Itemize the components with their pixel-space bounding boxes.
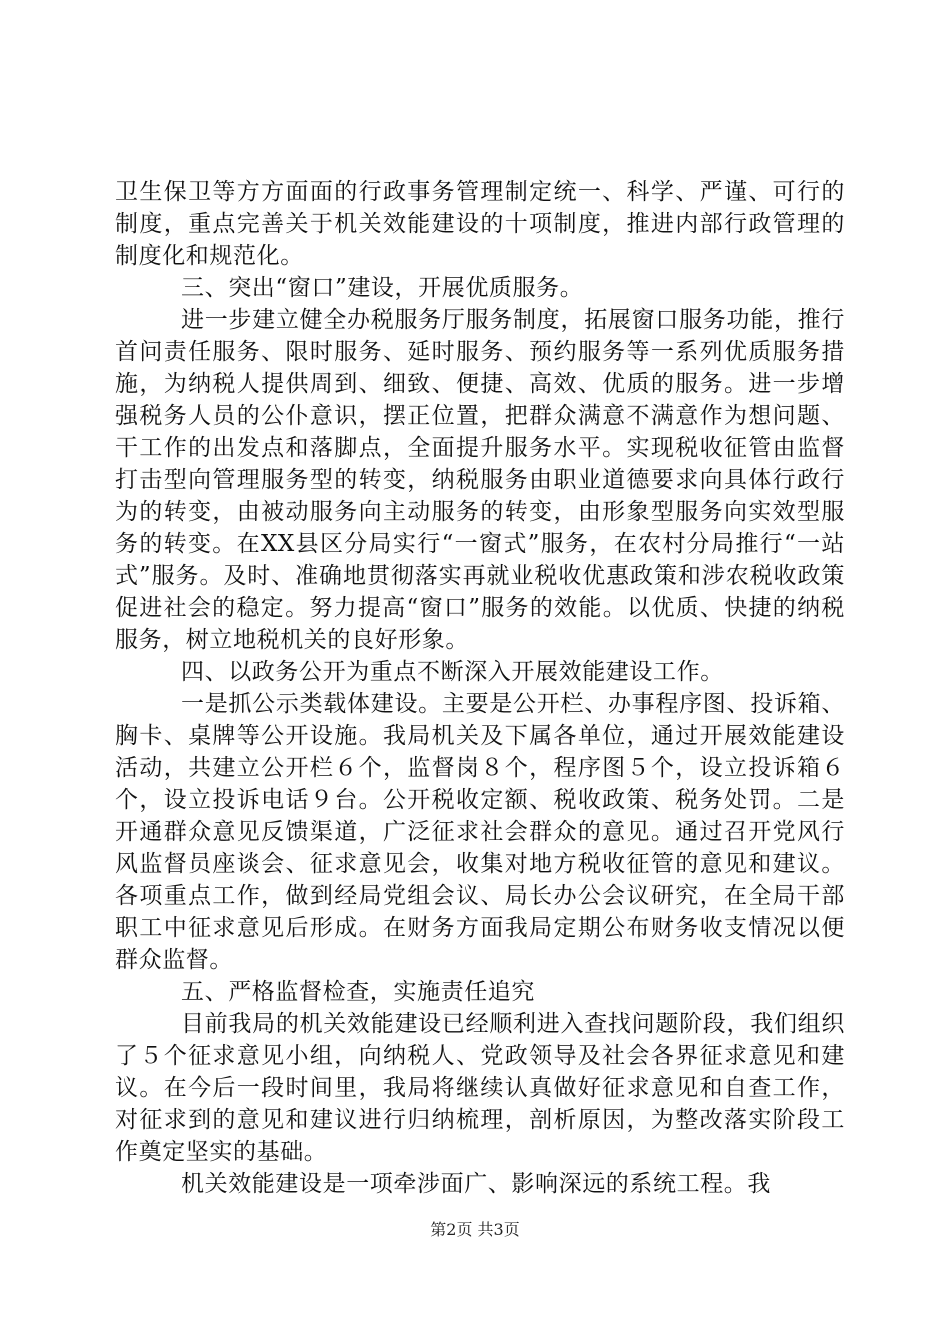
page-footer (0, 1220, 950, 1240)
paragraph-window-service: 进一步建立健全办税服务厅服务制度，拓展窗口服务功能，推行首问责任服务、限时服务、延时服务、预约服务等一系列优质服务措施，为纳税人提供周到、细致、便捷、高效、优质的服务。进一步增强税务人员的公仆意识，摆正位置，把群众满意不满意作为想问题、干工作的出发点和落脚点，全面提升服务水平。实现税收征管由监督打击型向管理服务型的转变，纳税服务由职业道德要求向具体行政行为的转变，由被动服务向主动服务的转变，由形象型服务向实效型服务的转变。在XX县区分局实行“一窗式”服务，在农村分局推行“一站式”服务。及时、准确地贯彻落实再就业税收优惠政策和涉农税收政策促进社会的稳定。努力提高“窗口”服务的效能。以优质、快捷的纳税服务，树立地税机关的良好形象。 (115, 307, 845, 653)
paragraph-conclusion-start: 机关效能建设是一项牵涉面广、影响深远的系统工程。我 (181, 1171, 771, 1197)
section-heading-3: 三、突出“窗口”建设，开展优质服务。 (181, 275, 584, 301)
document-body (115, 176, 845, 1200)
section-heading-5: 五、严格监督检查，实施责任追究 (181, 979, 535, 1005)
paragraph-supervision: 目前我局的机关效能建设已经顺利进入查找问题阶段，我们组织了５个征求意见小组，向纳税人、党政领导及社会各界征求意见和建议。在今后一段时间里，我局将继续认真做好征求意见和自查工作，对征求到的意见和建议进行归纳梳理，剖析原因，为整改落实阶段工作奠定坚实的基础。 (115, 1011, 845, 1165)
paragraph-continuation: 卫生保卫等方方面面的行政事务管理制定统一、科学、严谨、可行的制度，重点完善关于机关效能建设的十项制度，推进内部行政管理的制度化和规范化。 (115, 179, 845, 269)
page-number: 第2页 共3页 (430, 1220, 520, 1239)
section-heading-4: 四、以政务公开为重点不断深入开展效能建设工作。 (181, 659, 724, 685)
paragraph-public-affairs: 一是抓公示类载体建设。主要是公开栏、办事程序图、投诉箱、胸卡、桌牌等公开设施。我局机关及下属各单位，通过开展效能建设活动，共建立公开栏６个，监督岗８个，程序图５个，设立投诉箱６个，设立投诉电话９台。公开税收定额、税收政策、税务处罚。二是开通群众意见反馈渠道，广泛征求社会群众的意见。通过召开党风行风监督员座谈会、征求意见会，收集对地方税收征管的意见和建议。各项重点工作，做到经局党组会议、局长办公会议研究，在全局干部职工中征求意见后形成。在财务方面我局定期公布财务收支情况以便群众监督。 (115, 691, 845, 973)
